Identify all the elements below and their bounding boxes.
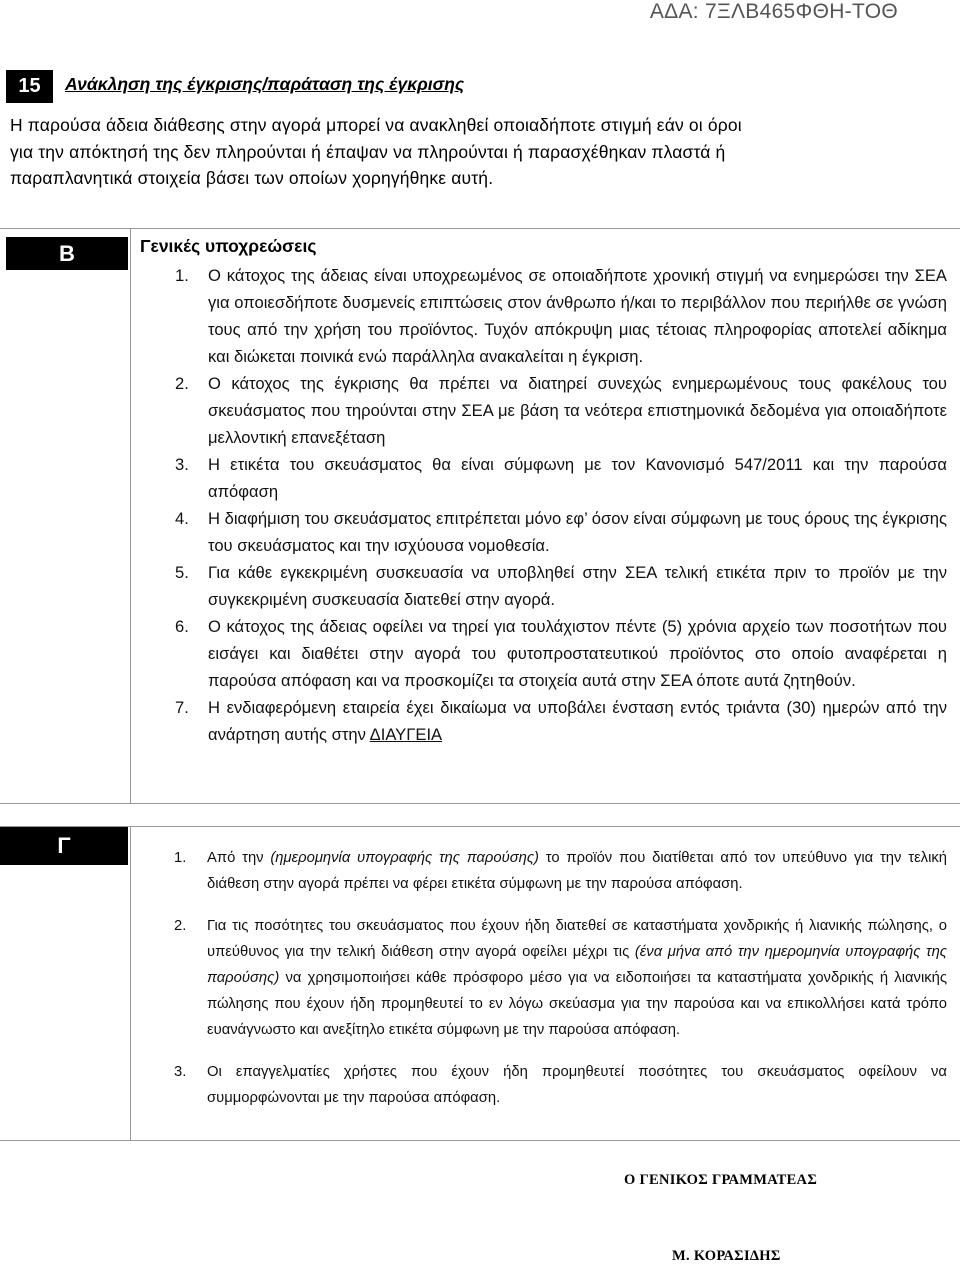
list-item: 3. Οι επαγγελματίες χρήστες που έχουν ήδη προμηθευτεί ποσότητες του σκευάσματος οφείλουν να συμμορφώνονται με την παρούσα απόφαση.	[174, 1064, 947, 1106]
table-border-top-g	[0, 826, 960, 827]
table-border-bottom-b	[0, 803, 960, 804]
section-g-list	[174, 845, 947, 1127]
list-item: 2. Ο κάτοχος της έγκρισης θα πρέπει να διατηρεί συνεχώς ενημερωμένους τους φακέλους του σκευάσματος που τηρούνται στην ΣΕΑ με βάση τα νεότερα επιστημονικά δεδομένα για οποιαδήποτε μελλοντική επανεξέταση	[175, 374, 947, 447]
table-border-top-b	[0, 228, 960, 229]
section-b-label: Β	[6, 237, 128, 270]
signatory-name: Μ. ΚΟΡΑΣΙΔΗΣ	[672, 1248, 781, 1264]
section-15-line: Η παρούσα άδεια διάθεσης στην αγορά μπορεί να ανακληθεί οποιαδήποτε στιγμή εάν οι όροι	[10, 115, 742, 135]
list-item: 6. Ο κάτοχος της άδειας οφείλει να τηρεί για τουλάχιστον πέντε (5) χρόνια αρχείο των ποσοτήτων που εισάγει και διαθέτει στην αγορά του φυτοπροστατευτικού προϊόντος στο οποίο αναφέρεται η παρούσα απόφαση και να προσκομίζει τα στοιχεία αυτά στην ΣΕΑ όποτε αυτά ζητηθούν.	[175, 617, 947, 690]
list-item: 2. Για τις ποσότητες του σκευάσματος που έχουν ήδη διατεθεί σε καταστήματα χονδρικής ή λιανικής πώλησης, ο υπεύθυνος για την τελική διάθεση στην αγορά οφείλει μέχρι τις (ένα μήνα από την ημερομηνία υπογραφής της παρούσης) να χρησιμοποιήσει κάθε πρόσφορο μέσο για να ειδοποιήσει τα καταστήματα χονδρικής ή λιανικής πώλησης που έχουν ήδη προμηθευτεί το εν λόγω σκεύασμα για την παρούσα και να επικολλήσει κατά τρόπο ευανάγνωστο και ανεξίτηλο ετικέτα σύμφωνη με την παρούσα απόφαση.	[174, 918, 947, 1038]
list-item: 4. Η διαφήμιση του σκευάσματος επιτρέπεται μόνο εφ’ όσον είναι σύμφωνη με τους όρους της έγκρισης του σκευάσματος και την ισχύουσα νομοθεσία.	[175, 509, 947, 555]
table-border-bottom-g	[0, 1140, 960, 1141]
list-item: 1. Από την (ημερομηνία υπογραφής της παρούσης) το προϊόν που διατίθεται από τον υπεύθυνο για την τελική διάθεση στην αγορά πρέπει να φέρει ετικέτα σύμφωνη με την παρούσα απόφαση.	[174, 850, 947, 892]
section-b-list	[175, 262, 947, 748]
list-item: 3. Η ετικέτα του σκευάσματος θα είναι σύμφωνη με τον Κανονισμό 547/2011 και την παρούσα απόφαση	[175, 455, 947, 501]
section-15-line: παραπλανητικά στοιχεία βάσει των οποίων χορηγήθηκε αυτή.	[10, 168, 494, 188]
section-15-body	[10, 112, 880, 192]
list-item: 1. Ο κάτοχος της άδειας είναι υποχρεωμένος σε οποιαδήποτε χρονική στιγμή να ενημερώσει την ΣΕΑ για οποιεσδήποτε δυσμενείς επιπτώσεις στον άνθρωπο ή/και το περιβάλλον που περιήλθε σε γνώση τους από την χρήση του προϊόντος. Τυχόν απόκρυψη μιας τέτοιας πληροφορίας αποτελεί αδίκημα και διώκεται ποινικά ενώ παράλληλα ανακαλείται η έγκριση.	[175, 266, 947, 366]
column-divider-b	[130, 228, 131, 803]
section-15-number: 15	[6, 70, 53, 103]
ada-code: ΑΔΑ: 7ΞΛΒ465ΦΘΗ-ΤΟΘ	[649, 0, 898, 23]
diavgeia-link[interactable]: ΔΙΑΥΓΕΙΑ	[369, 725, 443, 744]
section-g-label: Γ	[0, 827, 128, 865]
signatory-role: Ο ΓΕΝΙΚΟΣ ΓΡΑΜΜΑΤΕΑΣ	[624, 1172, 818, 1188]
list-item: 5. Για κάθε εγκεκριμένη συσκευασία να υποβληθεί στην ΣΕΑ τελική ετικέτα πριν το προϊόν με την συγκεκριμένη συσκευασία διατεθεί στην αγορά.	[175, 563, 947, 609]
section-15-title: Ανάκληση της έγκρισης/παράταση της έγκρισης	[65, 74, 465, 94]
section-b-title: Γενικές υποχρεώσεις	[140, 236, 317, 256]
section-15-line: για την απόκτησή της δεν πληρούνται ή έπαψαν να πληρούνται ή παρασχέθηκαν πλαστά ή	[10, 141, 726, 162]
list-item: 7. Η ενδιαφερόμενη εταιρεία έχει δικαίωμα να υποβάλει ένσταση εντός τριάντα (30) ημερών από την ανάρτηση αυτής στην ΔΙΑΥΓΕΙΑ	[175, 698, 947, 744]
column-divider-g	[130, 826, 131, 1140]
